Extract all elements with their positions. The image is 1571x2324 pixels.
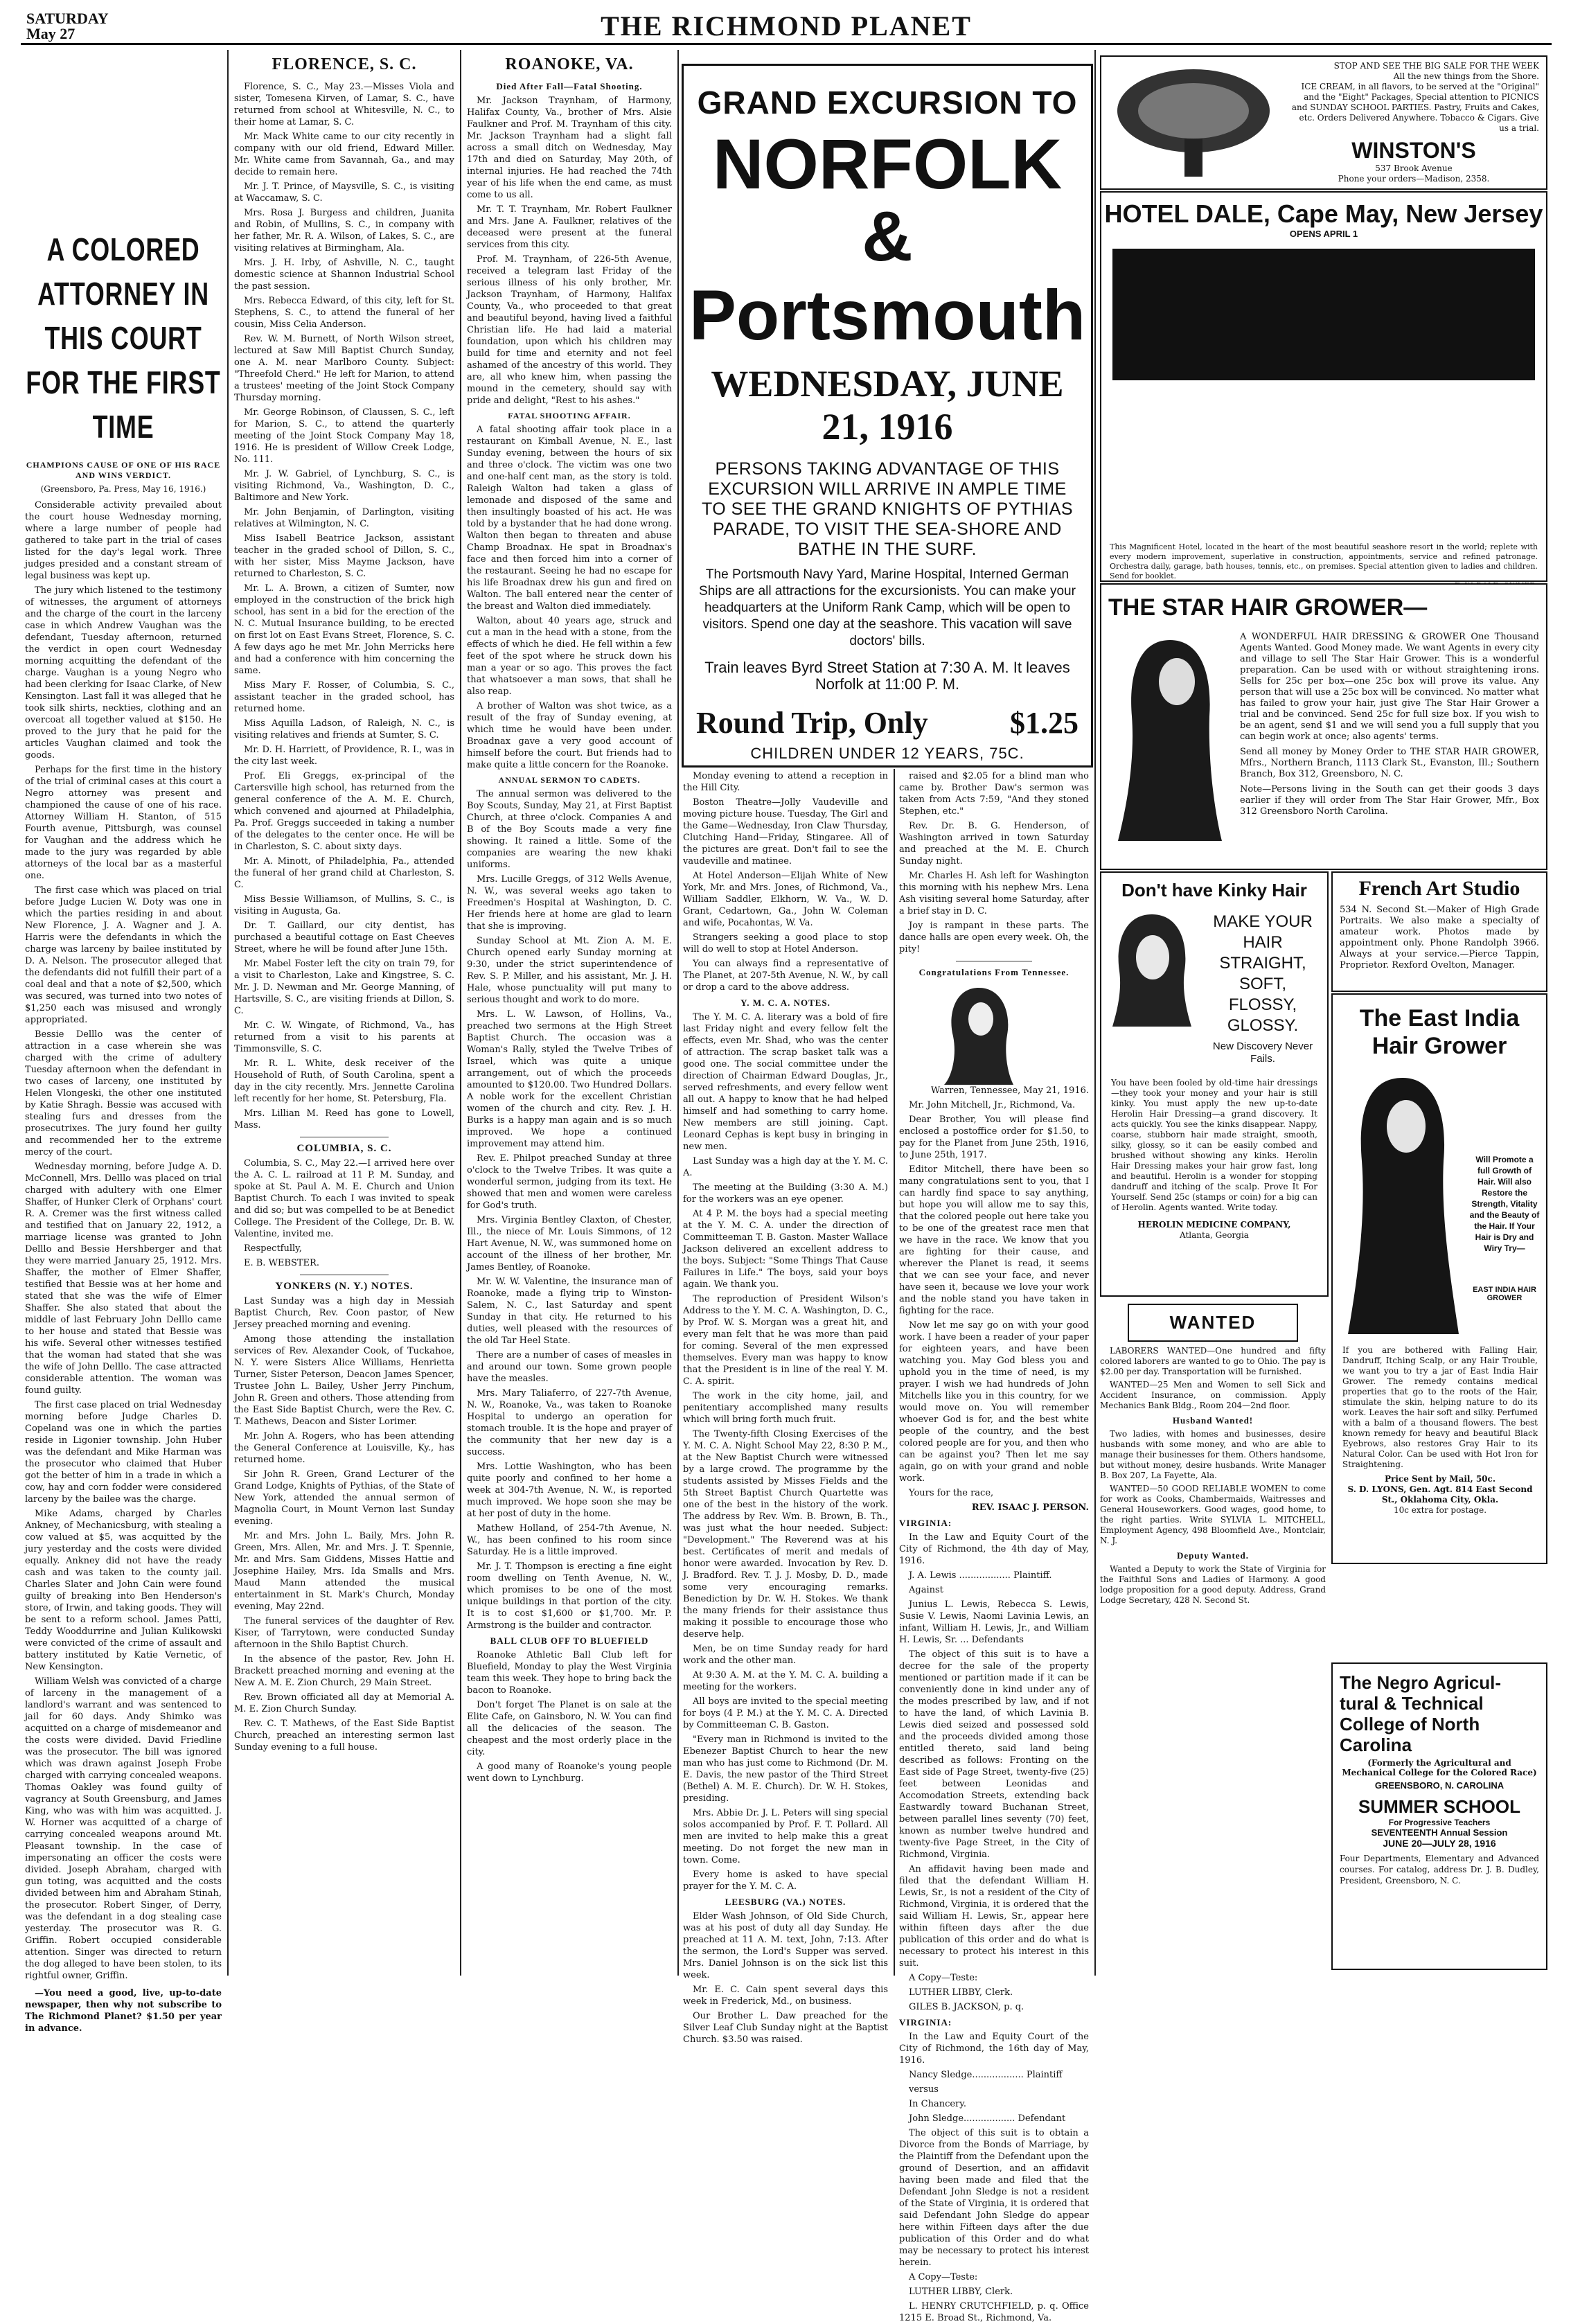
legal-notice-lewis — [899, 1532, 1089, 2013]
columbia-article-body — [234, 1157, 454, 1269]
summer-school-title: SUMMER SCHOOL — [1358, 1796, 1520, 1817]
letter-recipient: Mr. John Mitchell, Jr., Richmond, Va. — [909, 1100, 1076, 1110]
classified-insurance: WANTED—25 Men and Women to sell Sick and Accident Insurance, on commission. Apply Mechanics Bank Bldg., Room 204—2nd floor. — [1100, 1380, 1326, 1410]
leesburg-heading: LEESBURG (VA.) NOTES. — [725, 1897, 846, 1907]
article-paragraph: raised and $2.05 for a blind man who came by. Brother Daw's sermon was taken from Acts 7:59, "And they stoned Stephen, etc." — [899, 771, 1089, 817]
classified-husband: Two ladies, with homes and businesses, desire husbands with some money, and who are able to manage their businesses for them. Others handsome, but without money, desire husbands. Write Manager B. Box 207, La Fayette, Ala. — [1100, 1429, 1326, 1480]
east-india-agent: S. D. LYONS, Gen. Agt. 814 East Second St., Oklahoma City, Okla. — [1347, 1484, 1533, 1505]
article-paragraph: In the absence of the pastor, Rev. John H. Brackett preached morning and evening at the New A. M. E. Zion Church, 29 Main Street. — [234, 1654, 454, 1688]
deputy-wanted-heading: Deputy Wanted. — [1176, 1550, 1250, 1561]
article-paragraph: Last Sunday was a high day at the Y. M. C. A. — [683, 1156, 888, 1178]
east-india-hair-grower-advertisement — [1331, 993, 1547, 1564]
letter-paragraph: Editor Mitchell, there have been so many congratulations sent to you, that I can hardly find space to say anything, but hope you will allow me to say this, that the colored people out here take you to be one of the greatest race men that we have in the race. We know that you are fighting for their cause, and wherever the Planet is read, it seems that we can see your face, and never have seen it, because we love your work and the noble stand you have taken in fighting for the race. — [899, 1164, 1089, 1316]
article-paragraph: The first case which was placed on trial before Judge Lucien W. Doty was one in which the parties residing in and about New Florence, J. A. Wagner and J. A. Harris were the defendants in which the charge was larceny by bailee instituted by D. A. Nelson. The prosecutor alleged that the defendants did not fulfill their part of a coal deal and that a note of $2,500, which was secured, was turned into two notes of $1,250 each was misused and wrongly appropriated. — [25, 885, 222, 1025]
article-paragraph: The funeral services of the daughter of Rev. Kiser, of Tarrytown, were conducted Sunday afternoon in the Shilo Baptist Church. — [234, 1616, 454, 1650]
legal-paragraph: An affidavit having been made and filed that the defendant William H. Lewis, Sr., is not a resident of the City of Richmond, Virginia, it is ordered that the said William H. Lewis, Sr., appear here within fifteen days after the due publication of this order and do what is necessary to protect his interest in this suit. — [899, 1864, 1089, 1969]
article-paragraph: Miss Bessie Williamson, of Mullins, S. C., is visiting in Augusta, Ga. — [234, 894, 454, 916]
newspaper-title: THE RICHMOND PLANET — [601, 10, 972, 42]
kinky-hair-slogan — [1205, 912, 1320, 1065]
article-paragraph: Our Brother L. Daw preached for the Silver Leaf Club Sunday night at the Baptist Church. $3.50 was raised. — [683, 2011, 888, 2045]
yonkers-article-body — [234, 1295, 454, 1753]
excursion-advertisement — [682, 64, 1093, 768]
portrait-illustration — [899, 981, 1089, 1085]
legal-paragraph: Nancy Sledge.................. Plaintiff — [909, 2070, 1063, 2080]
winstons-line: ICE CREAM, in all flavors, to be served at the "Original" and the "Eight" Packages, Special attention to PICNICS and SUNDAY SCHOOL PARTIES. Pastry, Fruits and Cakes, etc. Orders Delivered Anywhere. Tobacco & Cigars. Give us a trial. — [1291, 82, 1539, 133]
article-paragraph: Prof. M. Traynham, of 226-5th Avenue, received a telegram last Friday of the serious illness of his only brother, Mr. Jackson Traynham, of Harmony, Halifax County, Va., who proceeded to that great and beautiful beyond, having lived a faithful Christian life. He had laid a material foundation, upon which his children may build for time and eternity and not feel ashamed of the ancestry of this world. They are, all who knew him, when passing the mound in the cemetery, should say with pride and delight, "Rest to his ashes." — [467, 254, 672, 406]
article-paragraph: Mrs. Mary Taliaferro, of 227-7th Avenue, N. W., Roanoke, Va., was taken to Roanoke Hospital to undergo an operation for stomach trouble. It is the hope and prayer of the community that her new day is a success. — [467, 1388, 672, 1457]
article-paragraph: Mrs. Lucille Greggs, of 312 Wells Avenue, N. W., was several weeks ago taken to Freedmen's Hospital at Washington, D. C. Her friends here at home are glad to learn that she is improving. — [467, 874, 672, 932]
article-paragraph: Monday evening to attend a reception in the Hill City. — [683, 771, 888, 793]
article-paragraph: A brother of Walton was shot twice, as a result of the fray of Sunday evening, at which time he would have been under. Broadnax gave a very good account of himself before the court. But friends had to make quite a little concern for the Roanoke. — [467, 701, 672, 770]
article-paragraph: At 4 P. M. the boys had a special meeting at the Y. M. C. A. under the direction of Committeeman T. B. Gaston. Master Wallace Jackson delivered an excellent address to the boys. Subject: "Some Things That Cause Failures in Life." The boys, said your boys again. We thank you. — [683, 1209, 888, 1290]
article-paragraph: Mr. D. H. Harriett, of Providence, R. I., was in the city last week. — [234, 745, 454, 767]
florence-heading: FLORENCE, S. C. — [272, 55, 417, 73]
roanoke-article-body — [467, 95, 672, 407]
hotel-description: This Magnificent Hotel, located in the heart of the most beautiful seashore resort in the world; replete with every modern improvement, superlative in construction, appointments, service and refined patronage. Orchestra daily, garage, bath houses, tennis, etc., on premises. Special attention given to ladies and children. Send for booklet. — [1110, 542, 1538, 580]
star-hair-order-info: Send all money by Money Order to THE STAR HAIR GROWER, Mfrs., Northern Branch, 1113 Clark St., Evanston, Ill.; Southern Branch, Box 312, Greensboro, N. C. — [1240, 747, 1539, 779]
article-paragraph: Perhaps for the first time in the history of the trial of criminal cases at this court a Negro attorney was present and championed the cause of one of his race. Attorney William H. Stanton, of 515 Fourth avenue, Pittsburgh, was counsel for Vaughan and the address which he made to the jury was regarded by able attorneys of the local bar as a masterful one. — [25, 765, 222, 881]
star-hair-text: A WONDERFUL HAIR DRESSING & GROWER One Thousand Agents Wanted. Good Money made. We want Agents in every city and village to sell The Star Hair Grower. This is a wonderful preparation. Can be used with or without straightening irons. Sells for 25c per box—one 25c box will prove its value. Any person that will use a 25c box will be convinced. No matter what has failed to grow your hair, just give The Star Hair Grower a trial and be convinced. Send 25c for full size box. If you wish to be an agent, send $1 and we will send you a full supply that you can begin work at once; also agents' terms. — [1240, 632, 1539, 742]
article-paragraph: Mr. J. W. Gabriel, of Lynchburg, S. C., is visiting Richmond, Va., Washington, D. C., Baltimore and New York. — [234, 469, 454, 503]
article-paragraph: A good many of Roanoke's young people went down to Lynchburg. — [467, 1762, 672, 1784]
article-paragraph: Respectfully, — [244, 1243, 302, 1254]
winstons-copy — [1288, 61, 1539, 184]
husband-wanted-heading: Husband Wanted! — [1172, 1415, 1254, 1426]
article-paragraph: Mr. John A. Rogers, who has been attending the General Conference at Louisville, Ky., has returned home. — [234, 1431, 454, 1465]
kinky-hair-head: Don't have Kinky Hair — [1121, 880, 1307, 901]
hotel-dale-name: HOTEL DALE, Cape May, New Jersey — [1104, 199, 1543, 228]
fatal-shooting-heading: FATAL SHOOTING AFFAIR. — [508, 411, 631, 420]
ymca-notes-body — [683, 1011, 888, 1892]
article-paragraph: Mrs. Abbie Dr. J. L. Peters will sing special solos accompanied by Prof. F. T. Pollard. All men are invited to help make this a great meeting. Do not forget the new man in town. Come. — [683, 1808, 888, 1865]
column-rule — [1094, 50, 1096, 1976]
column-rule — [460, 50, 461, 1976]
children-fare: CHILDREN UNDER 12 YEARS, 75C. — [750, 745, 1024, 762]
legal-paragraph: In Chancery. — [909, 2099, 967, 2109]
article-paragraph: The Twenty-fifth Closing Exercises of the Y. M. C. A. Night School May 22, 8:30 P. M., at the New Baptist Church were witnessed by a large crowd. The programme by the students assisted by Misses Fields and the 5th Street Baptist Church Quartette was one of the best in the history of the work. The address by Rev. Wm. B. Brown, B. Th., was just what the hour needed. Subject: "Development." The Reverend was at his best. Certificates of merit and medals of honor were awarded. Invocation by Rev. D. J. Bradford. Rev. T. J. J. Mosby, D. D., made some very encouraging remarks. Benediction by Dr. W. H. Stokes. We thank the many friends for their assistance thus making it possible to encourage those who deserve help. — [683, 1429, 888, 1640]
legal-paragraph: L. HENRY CRUTCHFIELD, p. q. Office 1215 E. Broad St., Richmond, Va. — [899, 2301, 1089, 2323]
ymca-heading: Y. M. C. A. NOTES. — [740, 997, 831, 1008]
article-paragraph: Mrs. Virginia Bentley Claxton, of Chester, Ill., the niece of Mr. Louis Simmons, of 12 Hart Avenue, N. W., was summoned home on account of the illness of her brother, Mr. James Bentley, of Roanoke. — [467, 1215, 672, 1272]
article-paragraph: Rev. C. T. Mathews, of the East Side Baptist Church, preached an interesting sermon last Sunday evening to a full house. — [234, 1719, 454, 1753]
columbia-heading: COLUMBIA, S. C. — [296, 1143, 392, 1154]
article-paragraph: Bessie Delllo was the center of attraction in a case wherein she was charged with the crime of adultery Tuesday afternoon when the defendant in two cases of larceny, one instituted by Helen Vlongeski, the other one instituted by Katie Shragh. Bessie was accused with stealing furs and dresses from the prosecutrixes. The jury found her guilty and recommended her to the extreme mercy of the court. — [25, 1029, 222, 1157]
article-paragraph: The first case placed on trial Wednesday morning before Judge Charles D. Copeland was one in which the parties reside in Ligonier township. John Huber was the defendant and Mike Harman was the prosecutor who claimed that Huber got the better of him in a trade in which a cow, hay and corn fodder were considered larceny by the bailee was the charge. — [25, 1400, 222, 1505]
french-studio-text: 534 N. Second St.—Maker of High Grade Portraits. We also make a specialty of amateur work. Photos made by appointment only. Phone Randolph 3966. Always at your service.—Pierce Tappin, Proprietor. Rexford Ovelton, Manager. — [1340, 905, 1539, 970]
article-paragraph: E. B. WEBSTER. — [244, 1258, 319, 1268]
masthead-month-day: May 27 — [26, 25, 76, 42]
article-paragraph: Florence, S. C., May 23.—Misses Viola and sister, Tomesena Kirven, of Lamar, S. C., have returned from school at Whitesville, N. C., to their home at Lamar, S. C. — [234, 82, 454, 127]
article-paragraph: You can always find a representative of The Planet, at 207-5th Avenue, N. W., by call or drop a card to the above address. — [683, 959, 888, 993]
article-paragraph: Mr. Mack White came to our city recently in company with our old friend, Edward Miller. Mr. White came from Savannah, Ga., and may decide to remain here. — [234, 132, 454, 177]
excursion-city-norfolk: NORFOLK & — [712, 125, 1063, 276]
wanted-heading: WANTED — [1128, 1304, 1298, 1342]
ball-club-heading: BALL CLUB OFF TO BLUEFIELD — [490, 1635, 649, 1646]
classified-laborers: LABORERS WANTED—One hundred and fifty colored laborers are wanted to go to Ohio. The pay is $2.00 per day. Transportation will be furnished. — [1100, 1346, 1326, 1376]
east-india-head — [1333, 1004, 1546, 1060]
article-paragraph: Miss Aquilla Ladson, of Raleigh, N. C., is visiting relatives and friends at Sumter, S. C. — [234, 718, 454, 740]
winstons-line: STOP AND SEE THE BIG SALE FOR THE WEEK — [1333, 61, 1539, 71]
article-paragraph: The reproduction of President Wilson's Address to the Y. M. C. A. Washington, D. C., by Prof. W. S. Morgan was a great hit, and every man felt that he was more than paid for coming. Several of the men expressed themselves. Every man was happy to know that the President is in line of the real Y. M. C. A. spirit. — [683, 1294, 888, 1387]
article-paragraph: The jury which listened to the testimony of witnesses, the argument of attorneys and the charge of the court in the larceny case in which Andrew Vaughan was the defendant, Tuesday afternoon, returned the verdict in open court Wednesday morning acquitting the defendant of the charge. Vaughan is a young Negro who had been clerking for Isaac Clarke, of New Kensington. Last fall it was alleged that he took silk shirts, neckties, clothing and an overcoat all together valued at $150. He proved to the jury that he paid for the articles Vaughan claimed and took the goods. — [25, 585, 222, 761]
article-paragraph: The Y. M. C. A. literary was a bold of fire last Friday night and every fellow felt the effects, even Mr. Shad, who was the center of attraction. The scrap basket talk was a good one. The social committee under the direction of Chairman Edward Douglas, Jr., served refreshments, and every fellow went all out. A happy to know that he had helped himself and had something to carry home. New members are still joining. Capt. Leonard Cephas is kept busy in bringing in new men. — [683, 1012, 888, 1152]
woman-long-hair-icon — [1111, 633, 1229, 841]
article-paragraph: Mrs. J. H. Irby, of Ashville, N. C., taught domestic science at Shannon Industrial School the past session. — [234, 258, 454, 292]
winstons-address: 537 Brook Avenue — [1375, 163, 1453, 173]
tree-illustration-icon — [1107, 62, 1280, 180]
excursion-train-times: Train leaves Byrd Street Station at 7:30 A. M. It leaves Norfolk at 11:00 P. M. — [704, 659, 1070, 693]
article-paragraph: Don't forget The Planet is on sale at the Elite Cafe, on Gainsboro, N. W. You can find all the delicacies of the season. The cheapest and the most orderly place in the city. — [467, 1700, 672, 1757]
excursion-city-portsmouth: Portsmouth — [689, 276, 1086, 355]
fare-label: Round Trip, Only — [696, 706, 928, 740]
article-paragraph: The annual sermon was delivered to the Boy Scouts, Sunday, May 21, at First Baptist Church, at three o'clock. Companies A and B of the Boy Scouts made a very fine showing. It rained a little. Some of the companies are wearing the new khaki uniforms. — [467, 789, 672, 870]
column-rule — [894, 769, 895, 1976]
east-india-brand: EAST INDIA HAIR GROWER — [1473, 1286, 1536, 1302]
column-florence — [234, 50, 454, 1976]
summer-school-for: For Progressive Teachers — [1388, 1818, 1491, 1827]
legal-notice-heading-2: VIRGINIA: — [899, 2017, 952, 2028]
article-paragraph: Miss Isabell Beatrice Jackson, assistant teacher in the graded school of Dillon, S. C., with her sister, Miss Mayme Jackson, have returned to Charleston, S. C. — [234, 533, 454, 579]
east-india-head-line: The East India — [1359, 1005, 1520, 1031]
legal-paragraph: A Copy—Teste: — [909, 2272, 978, 2282]
article-paragraph: Mr. Charles H. Ash left for Washington this morning with his nephew Mrs. Lena Ash visiting several home Saturday, after a brief stay in D. C. — [899, 871, 1089, 916]
yonkers-heading: YONKERS (N. Y.) NOTES. — [275, 1281, 414, 1292]
classified-domestic: WANTED—50 GOOD RELIABLE WOMEN to come for work as Cooks, Chambermaids, Waitresses and General Houseworkers. Good wages, good home, to the right parties. Write SYLVIA L. MITCHELL, Employment Agency, 498 Bloomfield Ave., Montclair, N. J. — [1100, 1484, 1326, 1545]
article-paragraph: Mrs. Lillian M. Reed has gone to Lowell, Mass. — [234, 1108, 454, 1130]
article-paragraph: "Every man in Richmond is invited to the Ebenezer Baptist Church to hear the new man who has just come to Richmond (Dr. M. E. Davis, the new pastor of the Third Street (Bethel) A. M. E. Church). Dr. W. H. Stokes, presiding. — [683, 1735, 888, 1804]
subscribe-promo: —You need a good, live, up-to-date newspaper, then why not subscribe to The Richmond Planet? $1.50 per year in advance. — [25, 1988, 222, 2034]
letter-paragraph: Dear Brother, You will please find enclosed a postoffice order for $1.50, to pay for the Planet from June 25th, 1916, to June 25th, 1917. — [899, 1115, 1089, 1160]
legal-paragraph: Junius L. Lewis, Rebecca S. Lewis, Susie V. Lewis, Naomi Lavinia Lewis, an infant, William H. Lewis, Jr., and William H. Lewis, Sr. ... Defendants — [899, 1599, 1089, 1645]
legal-paragraph: Against — [909, 1585, 943, 1595]
article-paragraph: Men, be on time Sunday ready for hard work and the other man. — [683, 1644, 888, 1666]
article-paragraph: Elder Wash Johnson, of Old Side Church, was at his post of duty all day Sunday. He preached at 11 A. M. text, John, 7:13. After the sermon, the Lord's Supper was served. Mrs. Daniel Johnson is on the sick list this week. — [683, 1911, 888, 1980]
slogan-line: FLOSSY, — [1228, 995, 1297, 1014]
legal-notice-heading: VIRGINIA: — [899, 1518, 952, 1528]
herolin-company: HEROLIN MEDICINE COMPANY, — [1137, 1220, 1291, 1230]
annual-sermon-heading: ANNUAL SERMON TO CADETS. — [498, 775, 641, 785]
article-paragraph: Sunday School at Mt. Zion A. M. E. Church opened early Sunday morning at 9:30, under the strict superintendence of Rev. S. P. Miller, and his assistant, Mr. J. H. Hale, whose punctuality will put many to serious thought and work to do more. — [467, 936, 672, 1005]
college-details: Four Departments, Elementary and Advanced courses. For catalog, address Dr. J. B. Dudley, President, Greensboro, N. C. — [1340, 1854, 1539, 1886]
east-india-price: Price Sent by Mail, 50c. — [1384, 1474, 1496, 1484]
article-paragraph: Mr. J. T. Prince, of Maysville, S. C., is visiting at Waccamaw, S. C. — [234, 181, 454, 204]
slogan-line: MAKE YOUR — [1213, 912, 1313, 931]
hill-city-notes — [683, 770, 888, 993]
attorney-article-body — [25, 499, 222, 1982]
article-paragraph: Every home is asked to have special prayer for the Y. M. C. A. — [683, 1870, 888, 1892]
article-paragraph: Roanoke Athletic Ball Club left for Bluefield, Monday to play the West Virginia team this week. They hope to bring back the bacon to Roanoke. — [467, 1650, 672, 1696]
legal-paragraph: J. A. Lewis .................. Plaintiff. — [909, 1570, 1052, 1581]
slogan-line: STRAIGHT, — [1219, 954, 1306, 973]
article-paragraph: Considerable activity prevailed about the court house Wednesday morning, where a large number of people had gathered to take part in the trial of cases listed for the day's legal work. Three judges presided and a constant stream of legal business was kept up. — [25, 500, 222, 581]
fatal-shooting-body — [467, 424, 672, 771]
masthead — [21, 8, 1552, 45]
kinky-hair-subslogan: New Discovery Never Fails. — [1212, 1040, 1313, 1065]
article-paragraph: Mr. E. C. Cain spent several days this week in Frederick, Md., on business. — [683, 1985, 888, 2007]
article-paragraph: Dr. T. Gaillard, our city dentist, has purchased a beautiful cottage on East Cheeves Street, where he will be found after June 15th. — [234, 921, 454, 955]
article-paragraph: Rev. E. Philpot preached Sunday at three o'clock to the Twelve Tribes. It was quite a wonderful sermon, judging from its text. He showed that men and women were careless for God's truth. — [467, 1153, 672, 1211]
hotel-opening: OPENS APRIL 1 — [1289, 229, 1358, 239]
article-paragraph: Rev. Dr. B. G. Henderson, of Washington arrived in town Saturday and preached at the M. E. Church Sunday night. — [899, 821, 1089, 867]
hotel-photo — [1112, 249, 1535, 380]
college-head-line: tural & Technical — [1340, 1693, 1484, 1714]
fare-price: $1.25 — [1010, 706, 1079, 740]
article-paragraph: Mrs. Lottie Washington, who has been quite poorly and confined to her home a week at 304-7th Avenue, N. W., is reported much improved. We hope soon she may be at her post of duty in the home. — [467, 1462, 672, 1519]
article-paragraph: The work in the city home, jail, and penitentiary accomplished many results which will bring forth much fruit. — [683, 1391, 888, 1425]
article-paragraph: Boston Theatre—Jolly Vaudeville and moving picture house. Tuesday, The Girl and the Game—Wednesday, Iron Claw Thursday, Clutching Hand—Friday, Stingaree. All of the pictures are great. Don't fail to see the vaudeville and matinee. — [683, 797, 888, 867]
article-paragraph: Rev. W. M. Burnett, of North Wilson street, lectured at Saw Mill Baptist Church Sunday, one A. M. near Marlboro County. Subject: "Threefold Cherd." He left for Marion, to attend a trustees' meeting of the Joint Stock Company Thursday morning. — [234, 334, 454, 403]
star-hair-head: THE STAR HAIR GROWER— — [1108, 594, 1428, 621]
legal-paragraph: In the Law and Equity Court of the City of Richmond, the 4th day of May, 1916. — [899, 1532, 1089, 1566]
herolin-advertisement — [1100, 871, 1329, 1297]
woman-long-hair-icon — [1337, 1071, 1468, 1334]
tennessee-heading: Congratulations From Tennessee. — [918, 967, 1069, 977]
east-india-postage: 10c extra for postage. — [1393, 1505, 1487, 1515]
ball-club-body — [467, 1649, 672, 1784]
article-paragraph: Among those attending the installation services of Rev. Alexander Cook, of Tuckahoe, N. Y. were Sisters Alice Williams, Henrietta Turner, Sister Peterson, Deacon James Spencer, Trustee John L. Bailey, Usher Jerry Pinchum, John R. Green and others. Those attending from the East Side Baptist Church, were the Rev. C. T. Mathews, Deacon and Sister Lorimer. — [234, 1334, 454, 1427]
french-art-studio-advertisement — [1331, 871, 1547, 992]
east-india-head-line: Hair Grower — [1372, 1033, 1507, 1059]
legal-paragraph: GILES B. JACKSON, p. q. — [909, 2002, 1024, 2012]
article-paragraph: There are a number of cases of measles in and around our town. Some grown people have the measles. — [467, 1350, 672, 1384]
college-head — [1333, 1664, 1546, 1755]
article-paragraph: Mr. and Mrs. John L. Baily, Mrs. John R. Green, Mrs. Allen, Mr. and Mrs. J. T. Spennie, Mr. and Mrs. Sam Giddens, Misses Hattie and Josephine Hailey, Mrs. Ida Smalls and Mrs. Maud Mann attended the musical entertainment in St. Mark's Church, Monday evening, May 22nd. — [234, 1531, 454, 1612]
leesburg-continued — [899, 770, 1089, 955]
agricultural-college-advertisement — [1331, 1662, 1547, 1970]
excursion-body: PERSONS TAKING ADVANTAGE OF THIS EXCURSION WILL ARRIVE IN AMPLE TIME TO SEE THE GRAND KNIGHTS OF PYTHIAS PARADE, TO VISIT THE SEA-SHORE AND BATHE IN THE SURF. — [701, 459, 1074, 559]
article-paragraph: Miss Mary F. Rosser, of Columbia, S. C., assistant teacher in the graded school, has returned home. — [234, 680, 454, 714]
east-india-copy — [1335, 1341, 1545, 1520]
classified-ads — [1100, 1300, 1326, 1978]
letter-paragraph: Now let me say go on with your good work. I have been a reader of your paper for eighteen years, and have been watching you. May God bless you and uphold you in the time of need, is my prayer. I wish we had hundreds of John Mitchells like you in this country, for we would move on. You will remember whoever God is for, and the best white people of the country, and the best colored people are for you, and then who can be against you? Then let me say again, go on with your grand and noble work. — [899, 1320, 1089, 1484]
legal-paragraph: John Sledge.................. Defendant — [909, 2113, 1066, 2124]
woman-portrait-icon — [1107, 909, 1197, 1027]
article-paragraph: Sir John R. Green, Grand Lecturer of the Grand Lodge, Knights of Pythias, of the State of New York, attended the annual sermon of Magnolia Court, in Mount Vernon last Sunday evening. — [234, 1469, 454, 1527]
summer-school-session: SEVENTEENTH Annual Session — [1371, 1827, 1508, 1838]
attorney-subhead: CHAMPIONS CAUSE OF ONE OF HIS RACE AND WINS VERDICT. — [26, 460, 221, 480]
article-paragraph: Mr. C. W. Wingate, of Richmond, Va., has returned from a visit to his parents at Timmonsville, S. C. — [234, 1020, 454, 1054]
article-paragraph: William Welsh was convicted of a charge of larceny in the management of a landlord's warrant and was sentenced to jail for 60 days. Andy Shimko was acquitted on a charge of misdemeanor and the costs were divided. David Friedline was the prosecutor. The bill was ignored which was drawn against Joseph Frobe charged with carrying concealed weapons. Thomas Oakley was found guilty of vagrancy at South Greensburg, and James King, who was with him was acquitted. J. W. Horner was acquitted of a charge of carrying concealed weapons around Mt. Pleasant township. In the case of impersonating an officer the costs were divided. Joseph Abraham, charged with gun toting, was acquitted and the costs divided between him and Abraham Stinah, the prosecutor. Robert Singer, of Derry, was the defendant in a dog stealing case yesterday. The prosecutor was R. G. Griffin. Robert occupied considerable attention. Singer was directed to return the dog alleged to have been stolen, to its rightful owner, Griffin. — [25, 1676, 222, 1981]
roanoke-subhead: Died After Fall—Fatal Shooting. — [496, 81, 643, 91]
article-paragraph: Mike Adams, charged by Charles Ankney, of Mechanicsburg, with stealing a cow valued at $5, was acquitted by the jury yesterday and the costs were divided equally. Ankney did not have the ready cash and was taken to the county jail. Charles Slater and John Cain were found guilty of breaking into Ben Henderson's store, of Irwin, and taking goods. They will be sent to a reform school. James Patti, Teddy Wooddurrine and Julian Kulikowski were convicted of the crime of assault and battery instituted by Katie Vernetic, of New Kensington. — [25, 1509, 222, 1672]
college-head-line: Carolina — [1340, 1735, 1412, 1755]
florence-article-body — [234, 81, 454, 1131]
article-paragraph: Last Sunday was a high day in Messiah Baptist Church, Rev. Coon pastor, of New Jersey preached morning and evening. — [234, 1296, 454, 1330]
legal-paragraph: LUTHER LIBBY, Clerk. — [909, 1987, 1013, 1998]
excursion-fare — [696, 705, 1079, 740]
woman-portrait-icon — [941, 981, 1017, 1085]
letter-body — [899, 1114, 1089, 1499]
article-paragraph: Mr. A. Minott, of Philadelphia, Pa., attended the funeral of her grand child at Charleston, S. C. — [234, 856, 454, 890]
article-paragraph: Mrs. L. W. Lawson, of Hollins, Va., preached two sermons at the High Street Baptist Church. The occasion was a Woman's Rally, styled the Twelve Tribes of Israel, which was quite a unique arrangement, out of which the proceeds amounted to $120.00. Two Hundred Dollars. A noble work for the excellent Christian women of the church and city. Rev. J. H. Burks is a happy man again and is so much improved. We hope a continued improvement may attend him. — [467, 1009, 672, 1149]
article-paragraph: Mathew Holland, of 254-7th Avenue, N. W., has been confined to his room since Saturday. He is a little improved. — [467, 1523, 672, 1557]
article-paragraph: Strangers seeking a good place to stop will do well to stop at Hotel Anderson. — [683, 932, 888, 955]
legal-paragraph: LUTHER LIBBY, Clerk. — [909, 2287, 1013, 2297]
herolin-copy — [1104, 1074, 1324, 1245]
column-roanoke — [467, 50, 672, 1976]
herolin-city: Atlanta, Georgia — [1180, 1230, 1249, 1240]
east-india-side-copy: Will Promote a full Growth of Hair. Will also Restore the Strength, Vitality and the Beauty of the Hair. If Your Hair is Dry and Wiry Try— — [1469, 1155, 1540, 1253]
college-head-line: College of North — [1340, 1714, 1480, 1735]
column-attorney-story — [25, 50, 222, 2034]
winstons-phone: Phone your orders—Madison, 2358. — [1338, 174, 1490, 184]
column-legal-notices — [899, 770, 1089, 2323]
letter-signature: REV. ISAAC J. PERSON. — [971, 1502, 1089, 1513]
article-paragraph: Joy is rampant in these parts. The dance halls are open every week. Oh, the pity! — [899, 921, 1089, 955]
article-paragraph: Walton, about 40 years age, struck and cut a man in the head with a stone, from the effects of which he died. He fell within a few feet of the spot where he struck down his man a year or so ago. This proves the fact that whatsoever a man sows, that shall he also reap. — [467, 616, 672, 697]
college-head-line: The Negro Agricul- — [1340, 1672, 1502, 1693]
legal-paragraph: The object of this suit is to have a decree for the sale of the property mentioned or partition made if it can be conveniently done in kind under any of the modes prescribed by law, and if not to have the land, of which Lavinia B. Lewis died seized and possessed sold and the proceeds divided among those entitled thereto, said land being described as follows: Fronting on the East side of Page Street, twenty-five (25) feet between Leonidas and Accomodation Streets, extending back Eastwardly toward Buchanan Street, between parallel lines seventy (70) feet, known as number twelve hundred and twenty-five Page Street, in the City of Richmond, Virginia. — [899, 1649, 1089, 1860]
excursion-title: GRAND EXCURSION TO — [697, 85, 1078, 121]
article-paragraph: At 9:30 A. M. at the Y. M. C. A. building a meeting for the workers. — [683, 1670, 888, 1692]
attorney-dateline: (Greensboro, Pa. Press, May 16, 1916.) — [40, 484, 206, 494]
headline-colored-attorney: A COLORED ATTORNEY IN THIS COURT FOR THE FIRST TIME — [26, 231, 221, 445]
star-hair-copy — [1233, 628, 1546, 822]
legal-paragraph: The object of this suit is to obtain a Divorce from the Bonds of Marriage, by the Plaintiff from the Defendant upon the ground of Desertion, and an affidavit having been made and filed that the Defendant John Sledge is not a resident of the State of Virginia, it is ordered that said Defendant John Sledge do appear here within Fifteen days after the due publication of this Order and do what may be necessary to protect his interest herein. — [899, 2128, 1089, 2268]
herolin-text: You have been fooled by old-time hair dressings—they took your money and your hair is still kinky. You must apply the new up-to-date Herolin Hair Dressing—a grand discovery. It acts quickly. You see the kinks disappear. Nappy, coarse, stubborn hair made straight, smooth, silky, glossy, so it can be easily combed and brushed without showing any kinks. Herolin Hair Dressing makes your hair grow fast, long and beautiful. Herolin is a wonder for stopping dandruff and itching of the scalp. Prove It For Yourself. Send 25c (stamps or coin) for a big can of Herolin. Agents wanted. Write today. — [1111, 1078, 1317, 1212]
slogan-line: SOFT, — [1239, 975, 1286, 993]
article-paragraph: Mr. Jackson Traynham, of Harmony, Halifax County, Va., brother of Mrs. Alsie Faulkner and Prof. M. Traynham of this city. Mr. Jackson Traynham had a slight fall across a small ditch on Wednesday, May 17th and died on Saturday, May 20th, of internal injuries. He had reached the 74th year of his life when the end came, as must come to us all. — [467, 96, 672, 200]
article-paragraph: Prof. Eli Greggs, ex-principal of the Cartersville high school, has returned from the general conference of the A. M. E. Church, which convened and ajourned at Philadelphia, Pa. Prof. Greggs succeeded in taking a number of the delegates to the center once. He will be in Charleston, S. C. about sixty days. — [234, 771, 454, 852]
article-paragraph: Mrs. Rosa J. Burgess and children, Juanita and Robin, of Mullins, S. C., in company with her father, Mr. R. A. Wilson, of Lakes, S. C., are visiting relatives at Birmingham, Ala. — [234, 208, 454, 254]
college-subtitle: (Formerly the Agricultural and Mechanical College for the Colored Race) — [1342, 1758, 1537, 1777]
classified-deputy: Wanted a Deputy to work the State of Virginia for the Faithful Sons and Ladies of Harmony. A good lodge proposition for a good deputy. Address, Grand Lodge Secretary, 428 N. Second St. — [1100, 1564, 1326, 1605]
annual-sermon-body — [467, 788, 672, 1631]
winstons-line: All the new things from the Shore. — [1393, 71, 1539, 81]
article-paragraph: Mr. George Robinson, of Claussen, S. C., left for Marion, S. C., to attend the quarterly meeting of the Joint Stock Company May 18, 1916. He is president of Willow Creek Lodge, No. 111. — [234, 407, 454, 465]
column-ymca — [683, 770, 888, 2045]
east-india-text: If you are bothered with Falling Hair, Dandruff, Itching Scalp, or any Hair Trouble, we want you to try a jar of East India Hair Grower. The remedy contains medical properties that go to the roots of the Hair, stimulate the skin, helping nature to do its work. Leaves the hair soft and silky. Perfumed with a balm of a thousand flowers. The best known remedy for heavy and beautiful Black Eyebrows, also restores Gray Hair to its Natural Color. Can be used with Hot Iron for Straightening. — [1342, 1345, 1538, 1469]
letter-paragraph: Yours for the race, — [909, 1488, 994, 1498]
article-paragraph: Mr. John Benjamin, of Darlington, visiting relatives at Wilmington, N. C. — [234, 507, 454, 529]
article-paragraph: Mr. J. T. Thompson is erecting a fine eight room dwelling on Tenth Avenue, N. W., which promises to be one of the most unique buildings in that portion of the city. It is to cost $1,600 or $1,700. Mr. P. Armstrong is the builder and contractor. — [467, 1561, 672, 1631]
leesburg-notes-body — [683, 1910, 888, 2046]
legal-paragraph: versus — [909, 2084, 939, 2095]
article-paragraph: All boys are invited to the special meeting for boys (4 P. M.) at the Y. M. C. A. Directed by Committeeman C. B. Gaston. — [683, 1696, 888, 1730]
article-paragraph: Wednesday morning, before Judge A. D. McConnell, Mrs. Delllo was placed on trial charged with adultery with one Elmer Shaffer, of Hunker Clerk of Orphans' court R. A. Cremer was the first witness called and testified that on January 22, 1912, a marriage license was granted to John Delllo and Bessie Hershberger and that they were married January 25, 1912. Mrs. Shaffer, the mother of Elmer Shaffer, testified that Bessie was at her home and stated that she was the wife of Elmer Shaffer. She also stated that about the middle of last February John Delllo came to her house and stated that Bessie was his wife. Several other witnesses testified that the woman had stated that she was the wife of John Delllo. The case attracted considerable attention. The woman was found guilty. — [25, 1162, 222, 1396]
article-paragraph: Columbia, S. C., May 22.—I arrived here over the A. C. L. railroad at 11 P. M. Sunday, and spoke at St. Paul A. M. E. Church and Union Baptist Church. To each I was invited to speak and did so; but was compelled to be at Benedict College. The President of the College, Dr. B. W. Valentine, invited me. — [234, 1158, 454, 1239]
article-paragraph: At Hotel Anderson—Elijah White of New York, Mr. and Mrs. Jones, of Richmond, Va., William Saddler, Elkhorn, W. Va., W. D. Grant, Cedartown, Ga., John W. Coleman and wife, Pocahontas, W. Va. — [683, 871, 888, 928]
slogan-line: GLOSSY. — [1227, 1016, 1299, 1035]
column-rule — [677, 50, 679, 1976]
winstons-advertisement — [1100, 55, 1547, 190]
letter-place-date: Warren, Tennessee, May 21, 1916. — [930, 1085, 1089, 1096]
article-paragraph: Mrs. Rebecca Edward, of this city, left for St. Stephens, S. C., to attend the funeral of her cousin, Miss Celia Anderson. — [234, 296, 454, 330]
roanoke-heading: ROANOKE, VA. — [505, 55, 634, 73]
article-paragraph: Mr. T. T. Traynham, Mr. Robert Faulkner and Mrs. Jane A. Faulkner, relatives of the deceased were present at the funeral services from this city. — [467, 204, 672, 250]
article-paragraph: The meeting at the Building (3:30 A. M.) for the workers was an eye opener. — [683, 1182, 888, 1205]
article-paragraph: Mr. Mabel Foster left the city on train 79, for a visit to Charleston, Lake and Kingstree, S. C. Mr. J. D. Newman and Mr. George Manning, of Hartsville, S. C., are visiting friends at Dillon, S. C. — [234, 959, 454, 1016]
star-hair-note: Note—Persons living in the South can get their goods 3 days earlier if they will order from The Star Hair Grower, Mfr., Box 312 Greensboro North Carolina. — [1240, 784, 1539, 817]
excursion-attractions: The Portsmouth Navy Yard, Marine Hospital, Interned German Ships are all attractions for the excursionists. You can make your headquarters at the Uniform Rank Camp, which will be open to visitors. Spend one day at the seashore. This vacation will save doctors' bills. — [699, 567, 1076, 648]
legal-notice-sledge — [899, 2031, 1089, 2324]
winstons-name: WINSTON'S — [1351, 138, 1476, 163]
article-paragraph: Mr. W. W. Valentine, the insurance man of Roanoke, made a flying trip to Winston-Salem, N. C., last Saturday and spent Sunday in that city. He returned to his duties, well pleased with the resources of the old Tar Heel State. — [467, 1277, 672, 1346]
article-paragraph: A fatal shooting affair took place in a restaurant on Kimball Avenue, N. E., last Sunday evening, between the hours of six and three o'clock. The victim was one two and one-half cent man, as the story is told. Raleigh Walton had taken a glass of lemonade and disposed of the same and then insultingly boasted of his act. He was told by a bystander that he had done wrong. Walton then began to threaten and abuse Champ Broadnax. He spat in Broadnax's face and then forced him into a corner of the restaurant. Seeing he had no escape for his life Broadnax drew his gun and fired on Walton. The ball entered near the center of the breast and Walton died immediately. — [467, 425, 672, 612]
article-paragraph: Rev. Brown officiated all day at Memorial A. M. E. Zion Church Sunday. — [234, 1692, 454, 1714]
masthead-day: SATURDAY — [26, 10, 109, 27]
hotel-dale-advertisement — [1100, 191, 1547, 582]
legal-paragraph: In the Law and Equity Court of the City of Richmond, the 16th day of May, 1916. — [899, 2032, 1089, 2066]
legal-paragraph: A Copy—Teste: — [909, 1973, 978, 1983]
college-city: GREENSBORO, N. CAROLINA — [1374, 1780, 1505, 1791]
excursion-date: WEDNESDAY, JUNE 21, 1916 — [711, 363, 1064, 447]
summer-school-dates: JUNE 20—JULY 28, 1916 — [1383, 1838, 1496, 1849]
article-paragraph: Mr. L. A. Brown, a citizen of Sumter, now employed in the construction of the brick high school, has sent in a bid for the erection of the N. C. Mutual Insurance building, to be erected on first lot on East Evans Street, Florence, S. C. A few days ago he met Mr. John Merricks here and had a conference with him concerning the same. — [234, 583, 454, 676]
star-hair-grower-advertisement — [1100, 583, 1547, 870]
french-studio-head: French Art Studio — [1358, 877, 1520, 900]
slogan-line: HAIR — [1243, 933, 1283, 952]
article-paragraph: Mr. R. L. White, desk receiver of the Household of Ruth, of South Carolina, spent a day in the city recently. Mrs. Jennette Carolina left recently for her home, St. Petersburg, Fla. — [234, 1058, 454, 1104]
